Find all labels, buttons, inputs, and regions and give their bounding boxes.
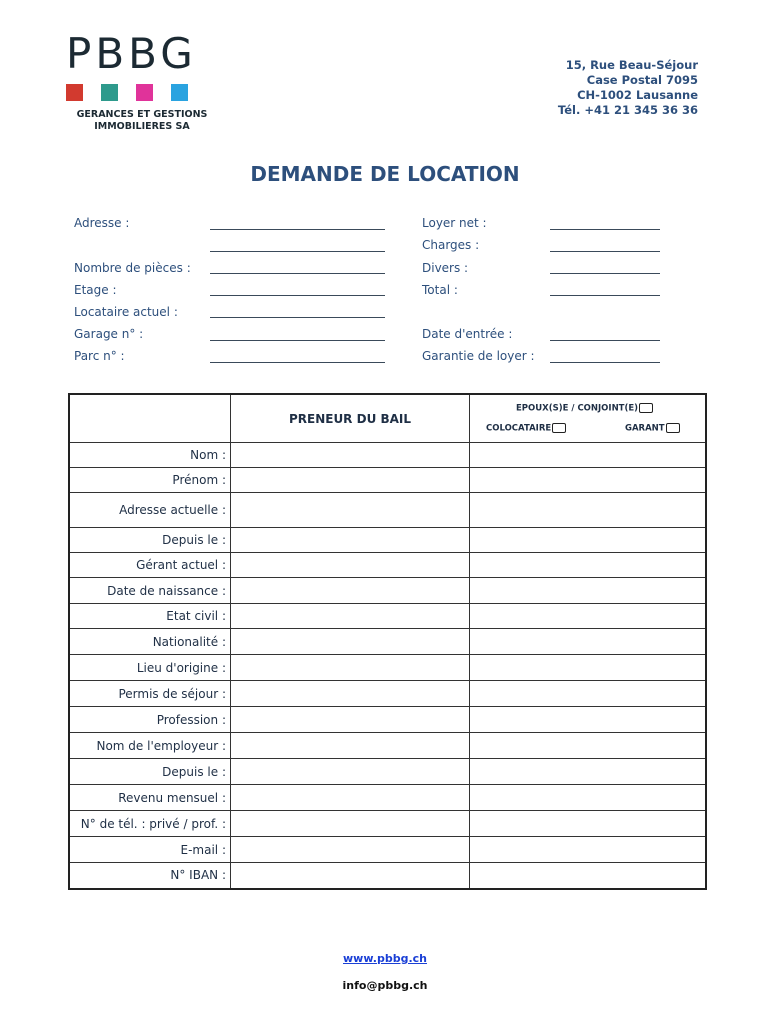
- label-total: Total :: [422, 283, 458, 297]
- cell-other-iban[interactable]: [470, 863, 707, 889]
- input-locataire-actuel[interactable]: [210, 317, 385, 318]
- cell-preneur-depuis-le[interactable]: [231, 528, 470, 553]
- address-line3: CH-1002 Lausanne: [577, 88, 698, 102]
- input-date-entree[interactable]: [550, 340, 660, 341]
- cell-other-revenu-mensuel[interactable]: [470, 785, 707, 811]
- header-colocataire-label: COLOCATAIRE: [486, 423, 552, 434]
- table-row: [69, 553, 706, 578]
- header-colocataire: [486, 423, 566, 434]
- header-preneur: PRENEUR DU BAIL: [231, 394, 470, 443]
- row-label-nom-employeur: Nom de l'employeur :: [69, 733, 231, 759]
- logo-square-magenta: [136, 84, 153, 101]
- table-row: [69, 629, 706, 655]
- table-row: [69, 528, 706, 553]
- cell-other-depuis-le-emploi[interactable]: [470, 759, 707, 785]
- input-loyer-net[interactable]: [550, 229, 660, 230]
- label-etage: Etage :: [74, 283, 117, 297]
- checkbox-colocataire[interactable]: [552, 423, 566, 433]
- cell-other-adresse-actuelle[interactable]: [470, 493, 707, 528]
- table-row: [69, 707, 706, 733]
- tenant-info-table: [68, 393, 707, 890]
- cell-preneur-telephone[interactable]: [231, 811, 470, 837]
- row-label-revenu-mensuel: Revenu mensuel :: [69, 785, 231, 811]
- label-garage: Garage n° :: [74, 327, 144, 341]
- table-row: [69, 681, 706, 707]
- cell-preneur-gerant-actuel[interactable]: [231, 553, 470, 578]
- label-nombre-pieces: Nombre de pièces :: [74, 261, 191, 275]
- row-label-gerant-actuel: Gérant actuel :: [69, 553, 231, 578]
- logo-name: PBBG: [66, 29, 197, 78]
- table-header-row: [69, 394, 706, 443]
- logo-squares: [66, 84, 236, 101]
- table-row: [69, 655, 706, 681]
- row-label-depuis-le: Depuis le :: [69, 528, 231, 553]
- address-phone: Tél. +41 21 345 36 36: [557, 103, 698, 117]
- row-label-email: E-mail :: [69, 837, 231, 863]
- cell-preneur-profession[interactable]: [231, 707, 470, 733]
- row-label-telephone: N° de tél. : privé / prof. :: [69, 811, 231, 837]
- cell-other-etat-civil[interactable]: [470, 604, 707, 629]
- header-epoux-label: EPOUX(S)E / CONJOINT(E): [516, 403, 639, 414]
- logo-subtitle-line2: IMMOBILIERES SA: [94, 121, 190, 132]
- cell-other-gerant-actuel[interactable]: [470, 553, 707, 578]
- cell-other-nom[interactable]: [470, 443, 707, 468]
- cell-preneur-email[interactable]: [231, 837, 470, 863]
- input-nombre-pieces[interactable]: [210, 273, 385, 274]
- header-epoux-cell: [470, 394, 707, 443]
- cell-other-permis-sejour[interactable]: [470, 681, 707, 707]
- address-line1: 15, Rue Beau-Séjour: [565, 58, 698, 72]
- cell-other-telephone[interactable]: [470, 811, 707, 837]
- table-row: [69, 785, 706, 811]
- logo-square-teal: [101, 84, 118, 101]
- row-label-etat-civil: Etat civil :: [69, 604, 231, 629]
- cell-other-email[interactable]: [470, 837, 707, 863]
- input-total[interactable]: [550, 295, 660, 296]
- header-garant-label: GARANT: [625, 423, 665, 434]
- logo-square-red: [66, 84, 83, 101]
- page-title: DEMANDE DE LOCATION: [250, 162, 520, 186]
- logo-square-blue: [171, 84, 188, 101]
- table-row: [69, 468, 706, 493]
- table-row: [69, 837, 706, 863]
- input-divers[interactable]: [550, 273, 660, 274]
- label-loyer-net: Loyer net :: [422, 216, 487, 230]
- label-locataire-actuel: Locataire actuel :: [74, 305, 178, 319]
- cell-other-nationalite[interactable]: [470, 629, 707, 655]
- header-empty-cell: [69, 394, 231, 443]
- row-label-prenom: Prénom :: [69, 468, 231, 493]
- address-line2: Case Postal 7095: [586, 73, 698, 87]
- cell-preneur-nom[interactable]: [231, 443, 470, 468]
- cell-preneur-adresse-actuelle[interactable]: [231, 493, 470, 528]
- label-parc: Parc n° :: [74, 349, 125, 363]
- row-label-adresse-actuelle: Adresse actuelle :: [69, 493, 231, 528]
- table-row: [69, 493, 706, 528]
- row-label-nom: Nom :: [69, 443, 231, 468]
- input-adresse-line2[interactable]: [210, 251, 385, 252]
- table-row: [69, 578, 706, 604]
- cell-preneur-nom-employeur[interactable]: [231, 733, 470, 759]
- table-row: [69, 811, 706, 837]
- table-row: [69, 863, 706, 889]
- email-address[interactable]: info@pbbg.ch: [342, 979, 428, 992]
- cell-preneur-prenom[interactable]: [231, 468, 470, 493]
- cell-preneur-lieu-origine[interactable]: [231, 655, 470, 681]
- label-garantie-loyer: Garantie de loyer :: [422, 349, 535, 363]
- cell-preneur-depuis-le-emploi[interactable]: [231, 759, 470, 785]
- table-row: [69, 604, 706, 629]
- header-epoux: [516, 403, 653, 414]
- checkbox-garant[interactable]: [666, 423, 680, 433]
- logo-subtitle-line1: GERANCES ET GESTIONS: [76, 109, 208, 120]
- row-label-lieu-origine: Lieu d'origine :: [69, 655, 231, 681]
- label-date-entree: Date d'entrée :: [422, 327, 513, 341]
- input-adresse-line1[interactable]: [210, 229, 385, 230]
- logo-subtitle: [66, 109, 218, 133]
- cell-other-date-naissance[interactable]: [470, 578, 707, 604]
- label-divers: Divers :: [422, 261, 469, 275]
- website-link[interactable]: www.pbbg.ch: [343, 952, 427, 965]
- row-label-depuis-le-emploi: Depuis le :: [69, 759, 231, 785]
- row-label-nationalite: Nationalité :: [69, 629, 231, 655]
- header-garant: [625, 423, 680, 434]
- row-label-iban: N° IBAN :: [69, 863, 231, 889]
- input-garage[interactable]: [210, 340, 385, 341]
- cell-preneur-nationalite[interactable]: [231, 629, 470, 655]
- cell-other-profession[interactable]: [470, 707, 707, 733]
- cell-preneur-date-naissance[interactable]: [231, 578, 470, 604]
- row-label-date-naissance: Date de naissance :: [69, 578, 231, 604]
- row-label-permis-sejour: Permis de séjour :: [69, 681, 231, 707]
- cell-preneur-etat-civil[interactable]: [231, 604, 470, 629]
- input-charges[interactable]: [550, 251, 660, 252]
- cell-other-nom-employeur[interactable]: [470, 733, 707, 759]
- label-adresse: Adresse :: [74, 216, 130, 230]
- cell-preneur-permis-sejour[interactable]: [231, 681, 470, 707]
- table-row: [69, 759, 706, 785]
- cell-other-depuis-le[interactable]: [470, 528, 707, 553]
- cell-preneur-revenu-mensuel[interactable]: [231, 785, 470, 811]
- table-row: [69, 733, 706, 759]
- company-address: [558, 58, 698, 118]
- checkbox-epoux[interactable]: [639, 403, 653, 413]
- input-parc[interactable]: [210, 362, 385, 363]
- label-charges: Charges :: [422, 238, 480, 252]
- company-logo: [66, 29, 236, 133]
- cell-other-prenom[interactable]: [470, 468, 707, 493]
- cell-preneur-iban[interactable]: [231, 863, 470, 889]
- input-garantie-loyer[interactable]: [550, 362, 660, 363]
- cell-other-lieu-origine[interactable]: [470, 655, 707, 681]
- table-row: [69, 443, 706, 468]
- row-label-profession: Profession :: [69, 707, 231, 733]
- input-etage[interactable]: [210, 295, 385, 296]
